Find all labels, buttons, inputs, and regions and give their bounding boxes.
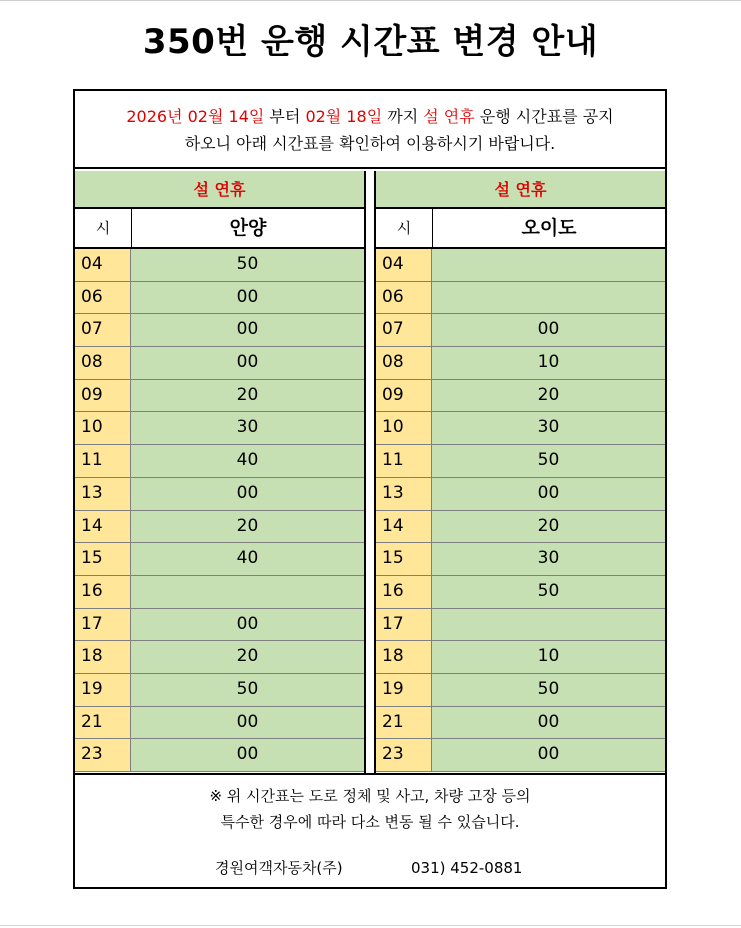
page-title: 350번 운행 시간표 변경 안내 [142,22,599,62]
footer-line-2: 특수한 경우에 따라 다소 변동 될 수 있습니다. [220,813,520,831]
table-row [75,641,364,674]
column-header-row [75,209,364,249]
table-row [75,739,364,772]
minute-cell: 00 [131,707,364,739]
hour-cell: 16 [75,576,131,608]
notice-text-to: 까지 [382,107,424,126]
table-row [376,249,665,282]
hour-column-label: 시 [376,209,433,247]
minute-cell: 00 [131,739,364,771]
notice-holiday: 설 연휴 [423,107,475,126]
minute-cell: 00 [131,314,364,346]
table-row [75,249,364,282]
table-row [376,674,665,707]
notice-date-from: 2026년 02월 14일 [126,107,265,126]
timetable-oido [376,171,665,772]
hour-cell: 09 [376,380,432,412]
hour-cell: 17 [376,609,432,641]
hour-cell: 14 [376,511,432,543]
minute-cell [432,249,665,281]
table-row [376,314,665,347]
minute-cell: 20 [131,380,364,412]
footer-line-1: ※ 위 시간표는 도로 정체 및 사고, 차량 고장 등의 [209,787,531,805]
table-row [75,445,364,478]
minute-cell: 00 [131,609,364,641]
table-row [75,707,364,740]
table-header-holiday: 설 연휴 [75,171,364,209]
table-row [75,576,364,609]
minute-cell: 20 [432,511,665,543]
timetable-frame [73,89,667,889]
table-row [376,641,665,674]
notice-line-1 [75,103,665,130]
hour-cell: 16 [376,576,432,608]
minute-cell: 10 [432,641,665,673]
table-row [376,347,665,380]
hour-cell: 15 [376,543,432,575]
hour-cell: 15 [75,543,131,575]
hour-cell: 10 [376,412,432,444]
hour-cell: 04 [376,249,432,281]
table-row [75,412,364,445]
table-row [376,412,665,445]
top-divider [0,0,741,1]
notice-text-from: 부터 [264,107,306,126]
stop-name-anyang: 안양 [229,217,267,239]
company-phone: 031) 452-0881 [411,859,523,877]
minute-cell: 20 [432,380,665,412]
table-row [376,576,665,609]
company-name: 경원여객자동차(주) [215,859,343,877]
notice-date-to: 02월 18일 [305,107,383,126]
table-row [376,511,665,544]
table-header-holiday: 설 연휴 [376,171,665,209]
minute-cell [432,609,665,641]
table-row [75,380,364,413]
hour-cell: 06 [376,282,432,314]
footer-disclaimer [75,783,665,835]
hour-cell: 11 [75,445,131,477]
minute-cell: 30 [131,412,364,444]
timetable-anyang [75,171,364,772]
hour-cell: 19 [75,674,131,706]
hour-cell: 11 [376,445,432,477]
minute-cell: 40 [131,543,364,575]
minute-cell: 40 [131,445,364,477]
table-row [75,282,364,315]
minute-cell: 50 [131,249,364,281]
hour-cell: 14 [75,511,131,543]
table-row [376,739,665,772]
table-row [376,609,665,642]
minute-cell [131,576,364,608]
table-separator [364,171,376,773]
table-row [376,282,665,315]
minute-cell: 30 [432,543,665,575]
minute-cell: 00 [432,707,665,739]
stop-name-oido: 오이도 [521,217,577,239]
minute-cell: 00 [131,282,364,314]
hour-cell: 21 [376,707,432,739]
column-header-row [376,209,665,249]
hour-cell: 07 [376,314,432,346]
hour-cell: 10 [75,412,131,444]
minute-cell: 00 [432,478,665,510]
hour-cell: 23 [75,739,131,771]
hour-cell: 09 [75,380,131,412]
hour-cell: 19 [376,674,432,706]
hour-cell: 08 [376,347,432,379]
notice-text-rest: 운행 시간표를 공지 [474,107,614,126]
hour-cell: 13 [376,478,432,510]
minute-cell: 50 [432,576,665,608]
minute-cell: 00 [131,478,364,510]
table-row [75,543,364,576]
hour-cell: 18 [75,641,131,673]
timetable-rows [75,249,364,772]
hour-cell: 17 [75,609,131,641]
hour-cell: 04 [75,249,131,281]
table-row [75,674,364,707]
table-row [75,609,364,642]
table-row [75,511,364,544]
minute-cell: 20 [131,641,364,673]
hour-cell: 18 [376,641,432,673]
minute-cell: 50 [131,674,364,706]
timetable-rows [376,249,665,772]
hour-cell: 07 [75,314,131,346]
table-row [376,543,665,576]
notice-box [75,91,665,169]
table-row [376,478,665,511]
table-row [376,707,665,740]
table-row [75,347,364,380]
hour-column-label: 시 [75,209,132,247]
minute-cell: 00 [432,739,665,771]
table-row [75,478,364,511]
bottom-divider [0,925,741,926]
hour-cell: 06 [75,282,131,314]
minute-cell: 50 [432,445,665,477]
table-row [376,445,665,478]
minute-cell: 10 [432,347,665,379]
notice-line-2: 하오니 아래 시간표를 확인하여 이용하시기 바랍니다. [184,134,556,153]
hour-cell: 13 [75,478,131,510]
table-row [376,380,665,413]
minute-cell: 20 [131,511,364,543]
hour-cell: 23 [376,739,432,771]
footer-notice [75,773,665,887]
minute-cell: 30 [432,412,665,444]
minute-cell [432,282,665,314]
table-row [75,314,364,347]
hour-cell: 08 [75,347,131,379]
hour-cell: 21 [75,707,131,739]
minute-cell: 00 [432,314,665,346]
minute-cell: 00 [131,347,364,379]
minute-cell: 50 [432,674,665,706]
